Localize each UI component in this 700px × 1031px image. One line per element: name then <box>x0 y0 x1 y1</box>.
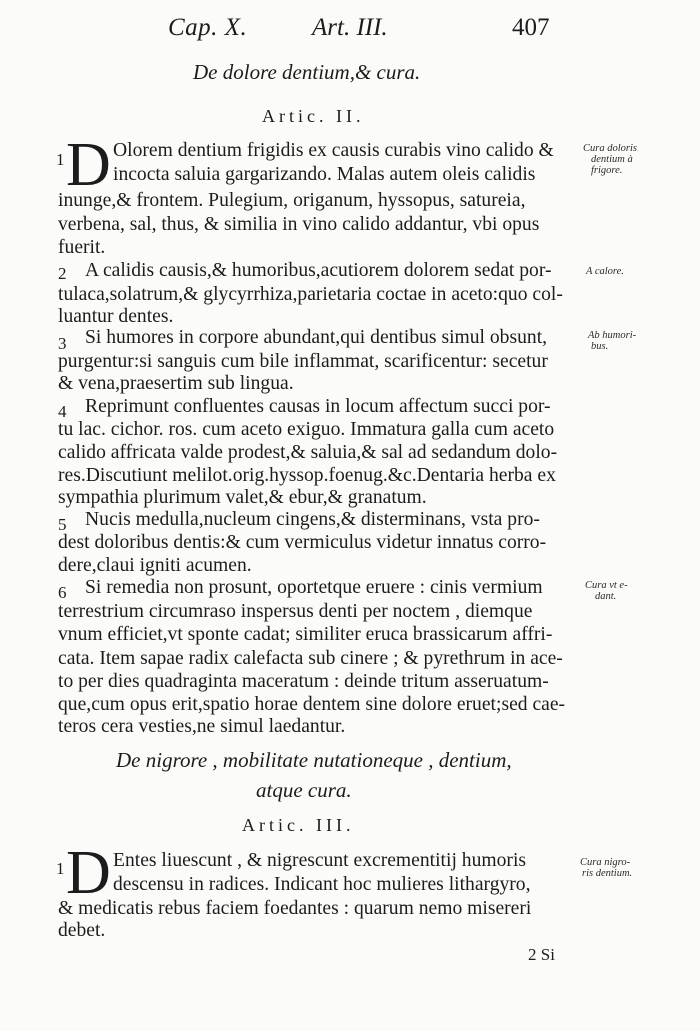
paragraph-number-1: 1 <box>56 859 65 878</box>
paragraph-number-3: 3 <box>58 334 67 353</box>
margin-note-cura-doloris: Cura doloris dentium à frigore. <box>583 143 637 177</box>
paragraph-number-4: 4 <box>58 402 67 421</box>
chapter-label: Cap. X. <box>168 14 248 41</box>
text-line: que,cum opus erit,spatio horae dentem sine dolore eruet;sed cae- <box>58 694 566 715</box>
section-3-title-line-2: atque cura. <box>256 778 352 802</box>
text-line: Reprimunt confluentes causas in locum affectum succi por- <box>85 396 551 417</box>
text-line: vnum efficiet,vt sponte cadat; similiter eruca brassicarum affri- <box>58 624 553 645</box>
paragraph-number-5: 5 <box>58 515 67 534</box>
text-line: Entes liuescunt , & nigrescunt excrementitij humoris <box>113 850 527 871</box>
text-line: descensu in radices. Indicant hoc mulieres lithargyro, <box>113 874 531 895</box>
text-line: cata. Item sapae radix calefacta sub cinere ; & pyrethrum in ace- <box>58 648 563 669</box>
text-line: terrestrium circumraso inspersus denti per noctem , diemque <box>58 601 533 622</box>
margin-note-ab-humoribus: Ab humori- bus. <box>588 330 637 353</box>
text-line: res.Discutiunt melilot.orig.hyssop.foenug.&c.Dentaria herba ex <box>58 465 556 486</box>
section-3-title-line-1: De nigrore , mobilitate nutationeque , dentium, <box>116 748 512 772</box>
text-line: Nucis medulla,nucleum cingens,& disterminans, vsta pro- <box>85 509 540 530</box>
paragraph-number-1: 1 <box>56 150 65 169</box>
text-line: Si humores in corpore abundant,qui dentibus simul obsunt, <box>85 327 548 348</box>
margin-note-cura-vt: Cura vt e- dant. <box>585 580 628 603</box>
text-line: fuerit. <box>58 237 106 258</box>
paragraph-number-2: 2 <box>58 264 67 283</box>
paragraph-number-6: 6 <box>58 583 67 602</box>
text-line: & medicatis rebus faciem foedantes : quarum nemo misereri <box>58 898 532 919</box>
text-line: incocta saluia gargarizando. Malas autem oleis calidis <box>113 164 536 185</box>
text-line: A calidis causis,& humoribus,acutiorem dolorem sedat por- <box>85 260 552 281</box>
text-line: calido affricata valde prodest,& saluia,& sal ad sedandum dolo- <box>58 442 558 463</box>
text-line: sympathia plurimum valet,& ebur,& granatum. <box>58 487 427 508</box>
text-line: verbena, sal, thus, & similia in vino calido addantur, vbi opus <box>58 214 540 235</box>
section-2-title: De dolore dentium,& cura. <box>193 60 421 84</box>
article-label: Art. III. <box>312 14 388 41</box>
running-head <box>0 14 700 50</box>
text-line: inunge,& frontem. Pulegium, origanum, hyssopus, satureia, <box>58 190 526 211</box>
catchword: 2 Si <box>528 945 555 964</box>
text-line: Olorem dentium frigidis ex causis curabis vino calido & <box>113 140 554 161</box>
text-line: tu lac. cichor. ros. cum aceto exiguo. Immatura galla cum aceto <box>58 419 555 440</box>
text-line: Si remedia non prosunt, oportetque eruere : cinis vermium <box>85 577 543 598</box>
drop-cap: D <box>66 839 111 907</box>
text-line: & vena,praesertim sub lingua. <box>58 373 294 394</box>
text-line: luantur dentes. <box>58 306 174 327</box>
section-3-artic: Artic. III. <box>242 815 355 835</box>
margin-note-cura-nigroris: Cura nigro- ris dentium. <box>580 857 633 880</box>
drop-cap: D <box>66 131 111 199</box>
section-2-artic: Artic. II. <box>262 106 365 126</box>
page-number: 407 <box>512 14 550 41</box>
text-line: debet. <box>58 920 106 941</box>
margin-note-a-calore: A calore. <box>586 266 624 277</box>
text-line: dere,claui igniti acumen. <box>58 555 252 576</box>
text-line: to per dies quadraginta maceratum : deinde tritum asseruatum- <box>58 671 549 692</box>
text-line: teros cera vesties,ne simul laedantur. <box>58 716 346 737</box>
text-line: purgentur:si sanguis cum bile inflammat, scarificentur: secetur <box>58 351 548 372</box>
text-line: dest doloribus dentis:& cum vermiculus videtur innatus corro- <box>58 532 547 553</box>
text-line: tulaca,solatrum,& glycyrrhiza,parietaria coctae in aceto:quo col- <box>58 284 563 305</box>
